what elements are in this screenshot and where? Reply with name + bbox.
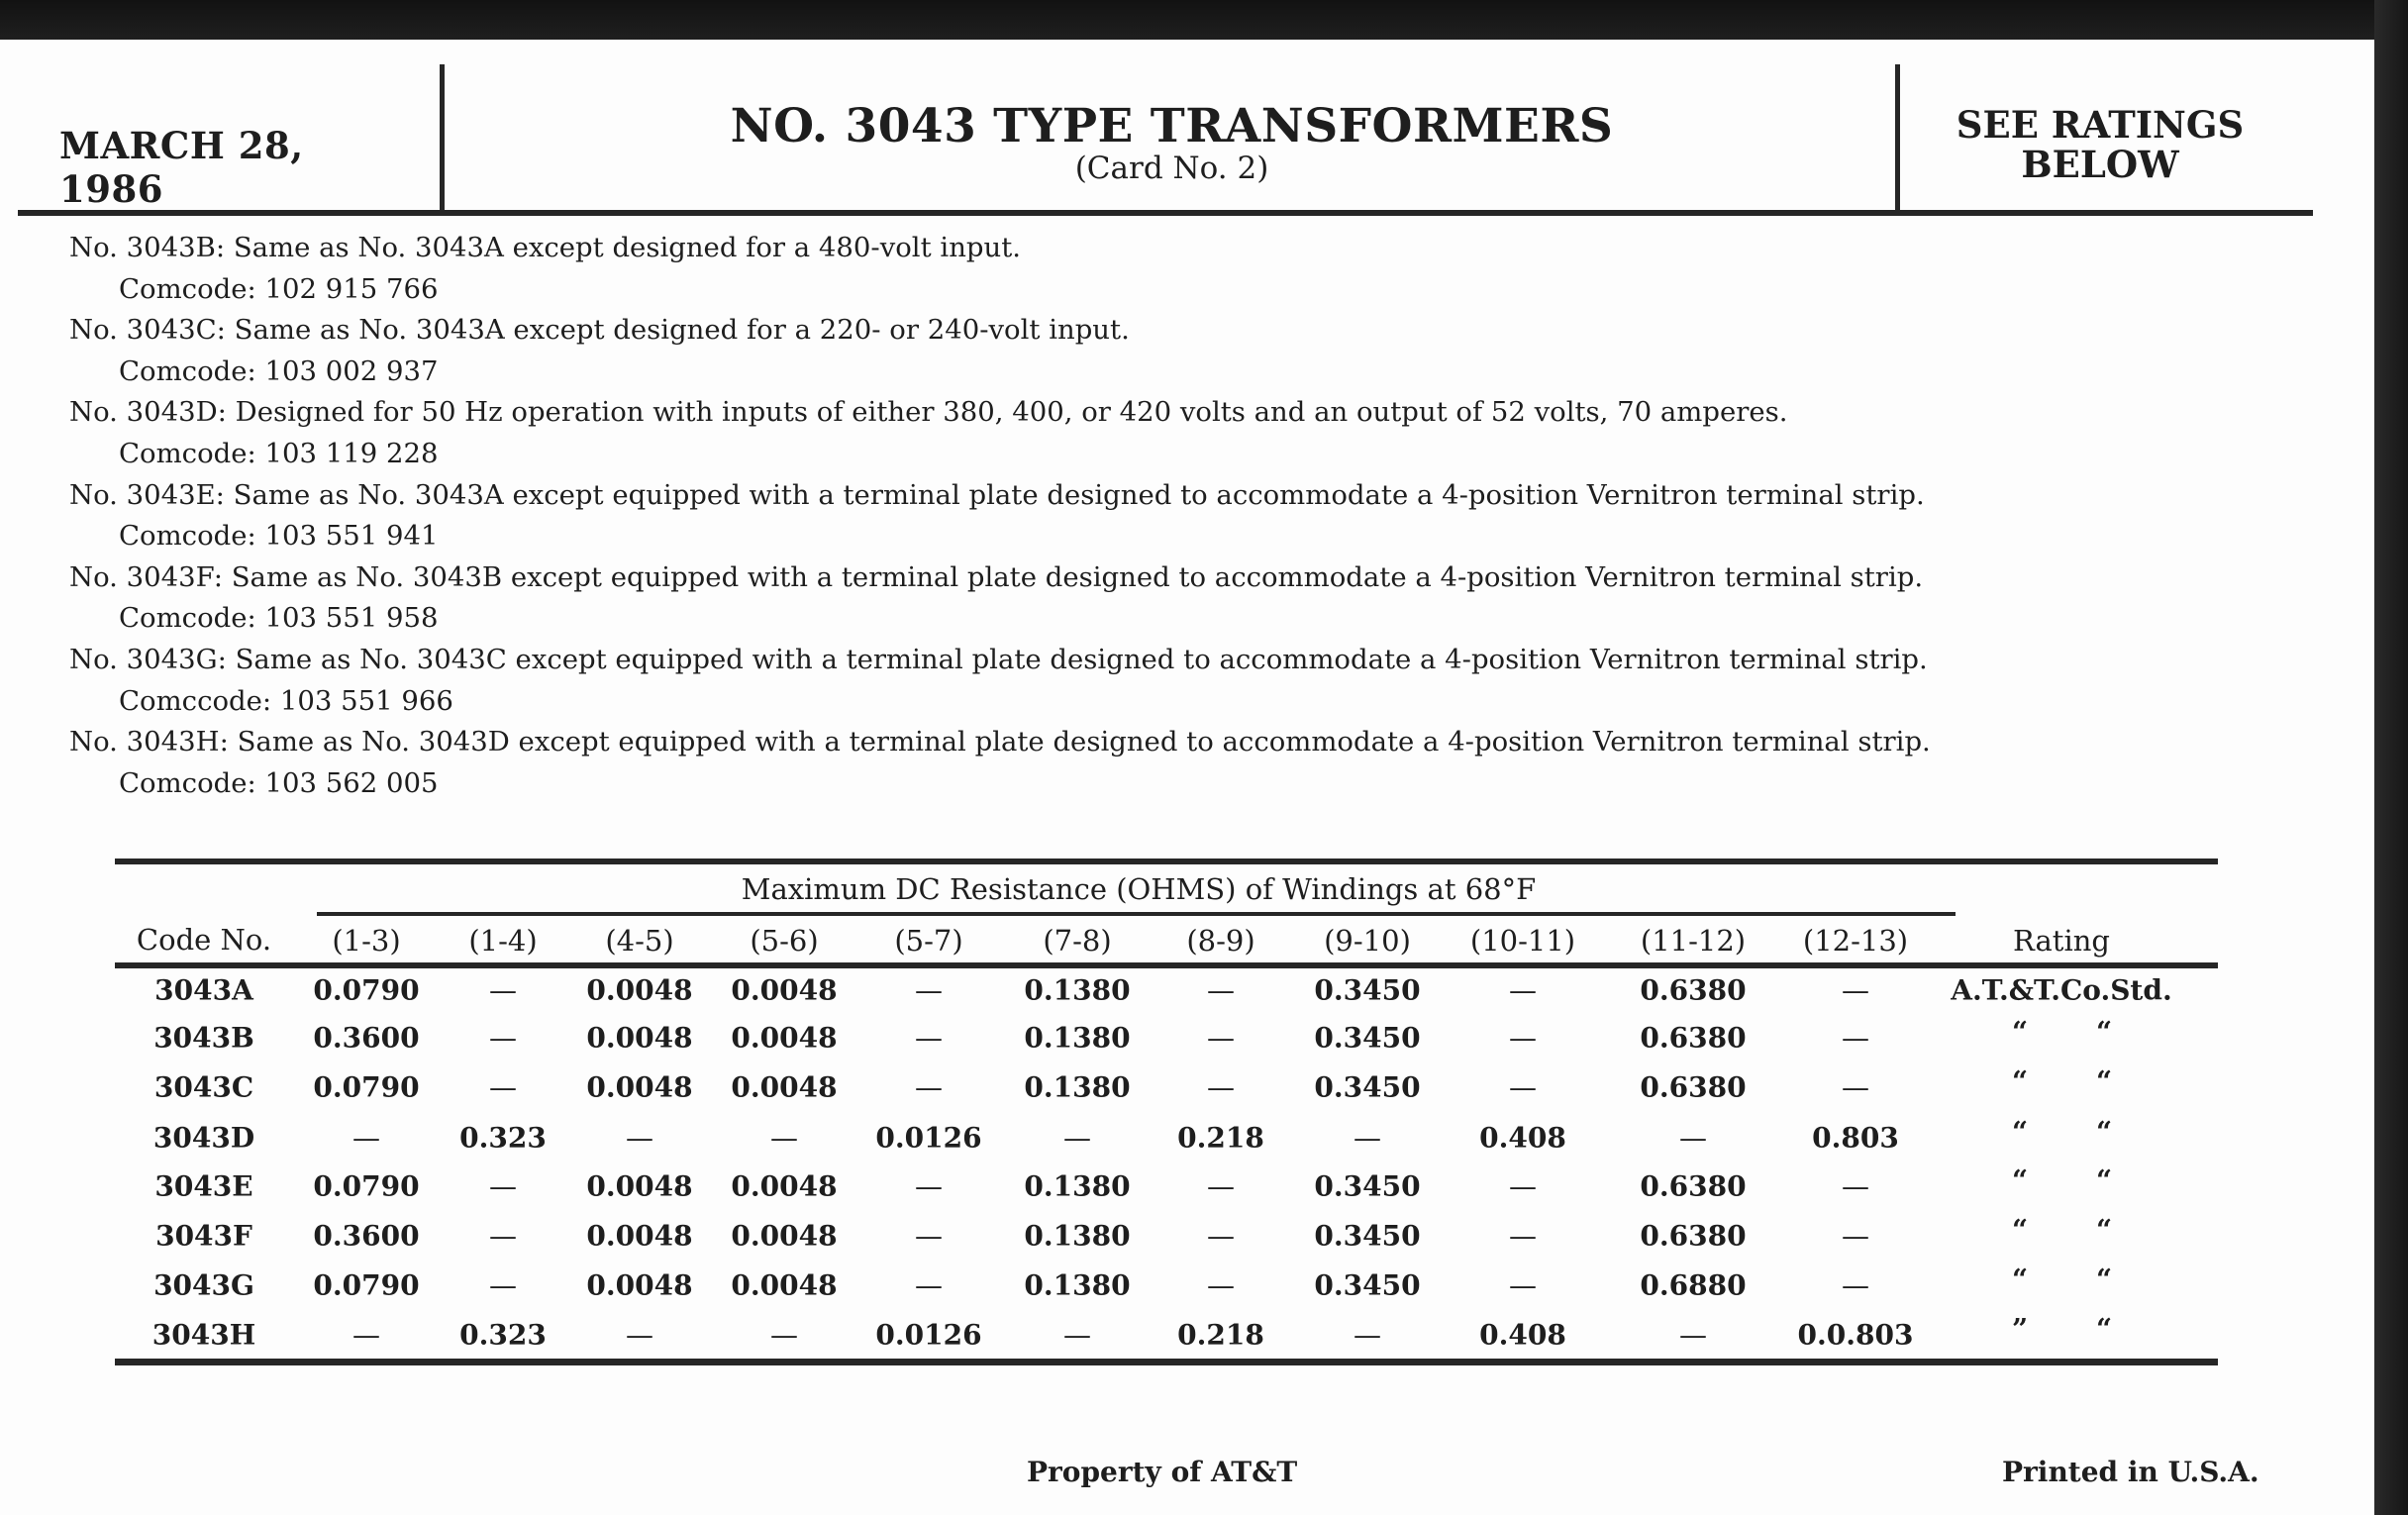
rating-ditto-mark: “	[2011, 1163, 2029, 1197]
row-code: 3043B	[153, 1021, 254, 1055]
table-cell: —	[915, 973, 943, 1007]
table-cell: —	[915, 1169, 943, 1203]
table-cell: 0.1380	[1024, 1169, 1131, 1203]
table-cell: 0.6380	[1640, 1021, 1747, 1055]
table-cell: 0.218	[1177, 1318, 1264, 1352]
table-cell: —	[489, 1070, 517, 1104]
table-cell: 0.0048	[586, 1169, 693, 1203]
description-line: No. 3043E: Same as No. 3043A except equipped with a terminal plate designed to accommodate a 4-position Vernitron terminal strip.	[69, 478, 1925, 511]
table-cell: —	[1842, 1021, 1869, 1055]
comcode-line: Comcode: 103 119 228	[119, 437, 439, 469]
rating-ditto-mark: “	[2095, 1064, 2113, 1098]
table-cell: —	[1509, 1219, 1537, 1253]
description-line: No. 3043B: Same as No. 3043A except designed for a 480-volt input.	[69, 232, 1022, 263]
table-cell: 0.0790	[313, 973, 420, 1007]
table-cell: —	[1207, 1021, 1235, 1055]
table-cell: 0.0790	[313, 1268, 420, 1302]
table-cell: —	[1509, 1169, 1537, 1203]
table-cell: —	[1679, 1121, 1707, 1155]
column-header: (11-12)	[1640, 924, 1747, 958]
table-cell: 0.3600	[313, 1219, 420, 1253]
column-header: (8-9)	[1186, 924, 1255, 958]
table-cell: 0.0048	[731, 1268, 838, 1302]
rating-ditto-mark: “	[2011, 1115, 2029, 1149]
column-header-rating: Rating	[2013, 924, 2110, 958]
rating-ditto-mark: “	[2011, 1064, 2029, 1098]
column-header: (4-5)	[605, 924, 674, 958]
table-cell: —	[1842, 1219, 1869, 1253]
row-code: 3043H	[151, 1318, 256, 1352]
column-header: (10-11)	[1469, 924, 1576, 958]
table-cell: 0.6380	[1640, 973, 1747, 1007]
comcode-line: Comccode: 103 551 966	[119, 684, 453, 717]
table-cell: —	[1063, 1121, 1091, 1155]
footer-printed: Printed in U.S.A.	[2002, 1456, 2259, 1488]
table-cell: 0.0048	[586, 1219, 693, 1253]
table-cell: —	[489, 973, 517, 1007]
table-cell: —	[770, 1318, 798, 1352]
column-header: (5-6)	[750, 924, 819, 958]
table-cell: —	[1509, 1021, 1537, 1055]
table-cell: —	[915, 1268, 943, 1302]
column-header-code: Code No.	[136, 923, 272, 957]
table-group-header: Maximum DC Resistance (OHMS) of Windings at 68°F	[741, 872, 1537, 906]
table-cell: 0.0048	[586, 1070, 693, 1104]
row-code: 3043G	[153, 1268, 254, 1302]
table-cell: 0.3450	[1314, 973, 1421, 1007]
table-cell: —	[1354, 1121, 1381, 1155]
table-cell: 0.6880	[1640, 1268, 1747, 1302]
table-cell: 0.1380	[1024, 1021, 1131, 1055]
column-header: (1-4)	[468, 924, 538, 958]
table-cell: 0.0126	[875, 1318, 982, 1352]
table-cell: —	[1842, 1169, 1869, 1203]
ratings-note	[1902, 105, 2298, 184]
table-cell: 0.3450	[1314, 1169, 1421, 1203]
table-cell: —	[1207, 1070, 1235, 1104]
table-cell: 0.0790	[313, 1070, 420, 1104]
comcode-line: Comcode: 103 551 958	[119, 602, 439, 635]
ratings-note-line2: BELOW	[2021, 143, 2179, 186]
table-cell: 0.0048	[731, 1021, 838, 1055]
row-code: 3043F	[155, 1219, 252, 1253]
rating-ditto-mark: “	[2095, 1115, 2113, 1149]
rating-ditto-mark: “	[2011, 1015, 2029, 1049]
table-cell: —	[489, 1169, 517, 1203]
table-cell: —	[626, 1318, 653, 1352]
comcode-line: Comcode: 103 562 005	[119, 766, 439, 799]
table-cell: —	[1207, 1268, 1235, 1302]
table-cell: 0.0.803	[1797, 1318, 1914, 1352]
column-header: (7-8)	[1043, 924, 1112, 958]
table-cell: 0.0048	[586, 1268, 693, 1302]
table-cell: —	[489, 1268, 517, 1302]
table-cell: —	[915, 1070, 943, 1104]
table-cell: 0.408	[1479, 1121, 1566, 1155]
description-line: No. 3043D: Designed for 50 Hz operation with inputs of either 380, 400, or 420 volts and an output of 52 volts, 70 amperes.	[69, 396, 1788, 429]
row-code: 3043A	[154, 973, 253, 1007]
table-cell: —	[1679, 1318, 1707, 1352]
table-cell: —	[1354, 1318, 1381, 1352]
column-header: (1-3)	[332, 924, 401, 958]
comcode-line: Comcode: 103 002 937	[119, 354, 439, 387]
table-cell: —	[626, 1121, 653, 1155]
table-cell: 0.0048	[731, 1169, 838, 1203]
table-cell: 0.408	[1479, 1318, 1566, 1352]
table-cell: 0.0048	[731, 1070, 838, 1104]
table-cell: 0.0126	[875, 1121, 982, 1155]
rating-ditto-mark: “	[2095, 1015, 2113, 1049]
rating-ditto-mark: “	[2095, 1163, 2113, 1197]
table-cell: 0.6380	[1640, 1070, 1747, 1104]
table-cell: 0.3450	[1314, 1070, 1421, 1104]
header-divider-left	[440, 64, 445, 213]
table-cell: —	[1063, 1318, 1091, 1352]
table-cell: 0.218	[1177, 1121, 1264, 1155]
table-cell: 0.1380	[1024, 1219, 1131, 1253]
table-cell: 0.0048	[731, 1219, 838, 1253]
table-cell: 0.0048	[586, 973, 693, 1007]
description-line: No. 3043F: Same as No. 3043B except equipped with a terminal plate designed to accommodate a 4-position Vernitron terminal strip.	[69, 560, 1924, 593]
table-cell: 0.3450	[1314, 1268, 1421, 1302]
table-cell: —	[915, 1219, 943, 1253]
column-header: (5-7)	[894, 924, 963, 958]
table-cell: 0.3450	[1314, 1021, 1421, 1055]
table-cell: —	[1207, 1169, 1235, 1203]
row-code: 3043C	[153, 1070, 254, 1104]
rating-ditto-mark: “	[2011, 1262, 2029, 1296]
table-cell: 0.3600	[313, 1021, 420, 1055]
table-cell: —	[770, 1121, 798, 1155]
comcode-line: Comcode: 103 551 941	[119, 520, 439, 553]
ratings-note-line1: SEE RATINGS	[1956, 103, 2245, 147]
rating-ditto-mark: ”	[2011, 1312, 2029, 1346]
table-cell: 0.803	[1812, 1121, 1899, 1155]
table-cell: 0.3450	[1314, 1219, 1421, 1253]
table-cell: 0.0048	[586, 1021, 693, 1055]
rating-cell: A.T.&T.Co.Std.	[1951, 973, 2172, 1007]
row-code: 3043E	[154, 1169, 253, 1203]
row-code: 3043D	[152, 1121, 255, 1155]
comcode-line: Comcode: 102 915 766	[119, 272, 439, 305]
footer-property: Property of AT&T	[1027, 1456, 1298, 1488]
table-cell: 0.0790	[313, 1169, 420, 1203]
table-cell: —	[1207, 973, 1235, 1007]
description-line: No. 3043G: Same as No. 3043C except equipped with a terminal plate designed to accommodate a 4-position Vernitron terminal strip.	[69, 643, 1928, 675]
rating-ditto-mark: “	[2095, 1262, 2113, 1296]
table-cell: —	[1207, 1219, 1235, 1253]
description-list	[69, 228, 1931, 804]
table-cell: 0.1380	[1024, 1070, 1131, 1104]
table-cell: 0.6380	[1640, 1219, 1747, 1253]
column-header: (12-13)	[1802, 924, 1909, 958]
table-cell: —	[1509, 1070, 1537, 1104]
description-line: No. 3043C: Same as No. 3043A except designed for a 220- or 240-volt input.	[69, 314, 1130, 347]
scan-top-border	[0, 0, 2408, 40]
scan-right-border	[2374, 0, 2408, 1515]
table-cell: —	[1509, 1268, 1537, 1302]
table-cell: —	[489, 1219, 517, 1253]
table-cell: —	[1842, 973, 1869, 1007]
table-cell: —	[1842, 1070, 1869, 1104]
table-cell: —	[352, 1121, 380, 1155]
table-cell: 0.6380	[1640, 1169, 1747, 1203]
table-cell: —	[489, 1021, 517, 1055]
rating-ditto-mark: “	[2011, 1213, 2029, 1247]
table-cell: 0.323	[459, 1121, 547, 1155]
column-header: (9-10)	[1324, 924, 1411, 958]
table-cell: —	[352, 1318, 380, 1352]
rating-ditto-mark: “	[2095, 1213, 2113, 1247]
table-cell: 0.1380	[1024, 973, 1131, 1007]
page-title: NO. 3043 TYPE TRANSFORMERS	[730, 99, 1614, 153]
card-number: (Card No. 2)	[1074, 151, 1269, 186]
table-cell: 0.323	[459, 1318, 547, 1352]
table-cell: 0.0048	[731, 973, 838, 1007]
description-line: No. 3043H: Same as No. 3043D except equipped with a terminal plate designed to accommodate a 4-position Vernitron terminal strip.	[69, 726, 1931, 758]
rating-ditto-mark: “	[2095, 1312, 2113, 1346]
table-cell: —	[1842, 1268, 1869, 1302]
table-cell: —	[1509, 973, 1537, 1007]
card-date: MARCH 28, 1986	[59, 124, 304, 211]
table-cell: 0.1380	[1024, 1268, 1131, 1302]
table-cell: —	[915, 1021, 943, 1055]
